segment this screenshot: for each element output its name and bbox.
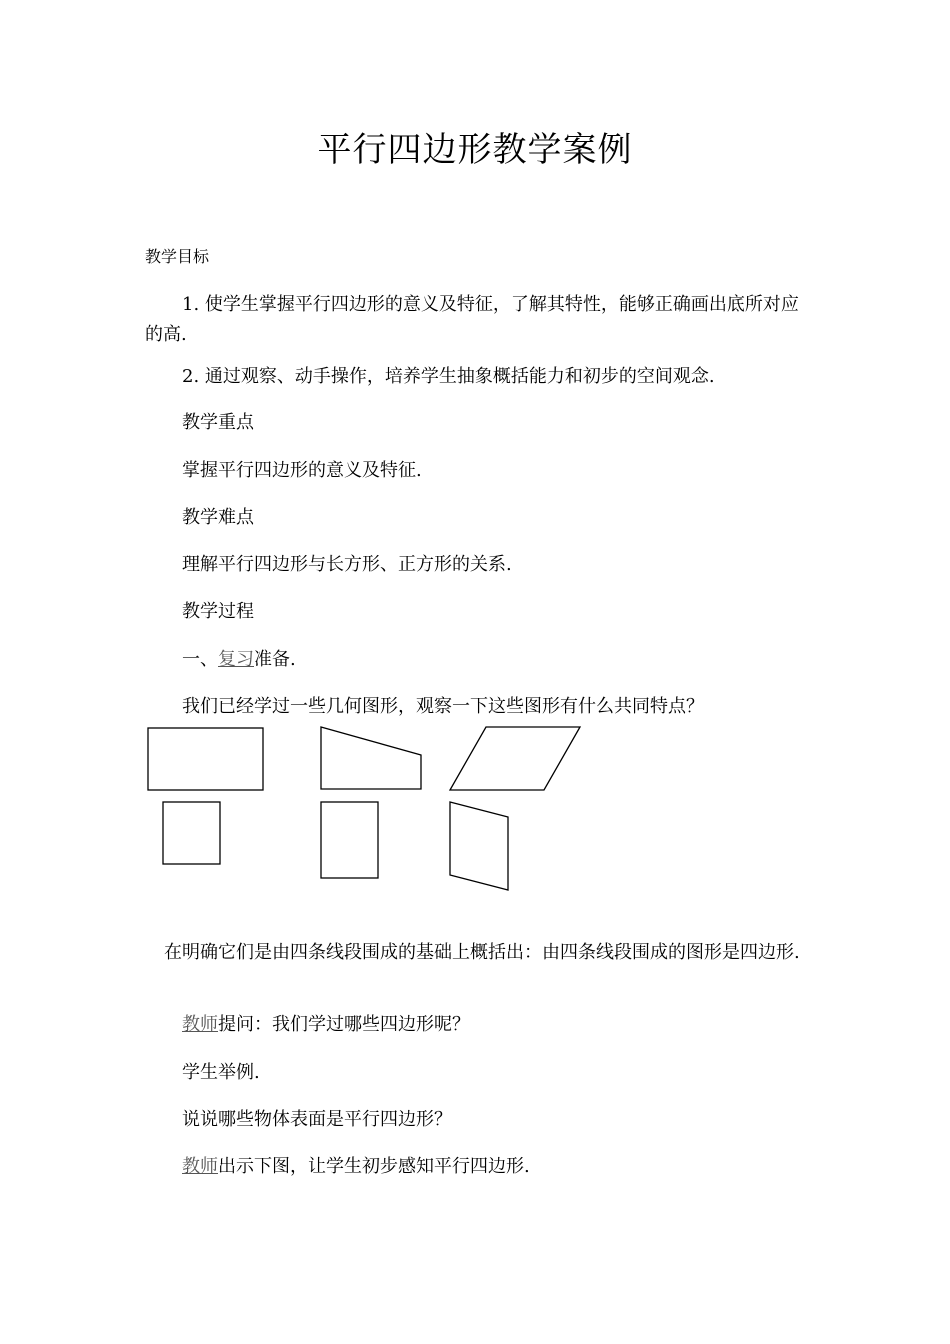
parallelogram-shape <box>450 727 580 790</box>
section-difficulties-heading: 教学难点 <box>182 507 254 528</box>
section-process-heading: 教学过程 <box>182 601 254 622</box>
teacher-question-2-text: 出示下图，让学生初步感知平行四边形. <box>218 1156 530 1177</box>
teacher-question-1-text: 提问：我们学过哪些四边形呢？ <box>218 1014 470 1035</box>
section-key-points-heading: 教学重点 <box>182 412 254 433</box>
conclusion-text: 在明确它们是由四条线段围成的基础上概括出：由四条线段围成的图形是四边形. <box>164 942 800 963</box>
slanted-parallelogram-shape <box>450 802 508 890</box>
students-examples: 学生举例. <box>182 1062 260 1083</box>
objective-1: 1. 使学生掌握平行四边形的意义及特征，了解其特性，能够正确画出底所对应的高. <box>145 294 799 345</box>
square-shape <box>163 802 220 864</box>
teacher-question-1 <box>182 1012 470 1038</box>
step-1-prefix: 一、 <box>182 649 218 670</box>
question-shapes: 我们已经学过一些几何图形，观察一下这些图形有什么共同特点？ <box>182 696 704 717</box>
trapezoid-shape <box>321 727 421 789</box>
difficulties-text: 理解平行四边形与长方形、正方形的关系. <box>182 554 512 575</box>
tall-rectangle-shape <box>321 802 378 878</box>
rectangle-shape <box>148 728 263 790</box>
key-points-text: 掌握平行四边形的意义及特征. <box>182 460 422 481</box>
section-objectives-heading: 教学目标 <box>145 247 210 266</box>
teacher-link-2[interactable]: 教师 <box>182 1156 218 1177</box>
page-title: 平行四边形教学案例 <box>317 130 633 170</box>
objective-2: 2. 通过观察、动手操作，培养学生抽象概括能力和初步的空间观念. <box>182 366 715 387</box>
teacher-link-1[interactable]: 教师 <box>182 1014 218 1035</box>
review-link[interactable]: 复习 <box>218 649 254 670</box>
ask-objects: 说说哪些物体表面是平行四边形？ <box>182 1109 452 1130</box>
teacher-question-2 <box>182 1154 530 1180</box>
step-1-suffix: 准备. <box>254 649 296 670</box>
